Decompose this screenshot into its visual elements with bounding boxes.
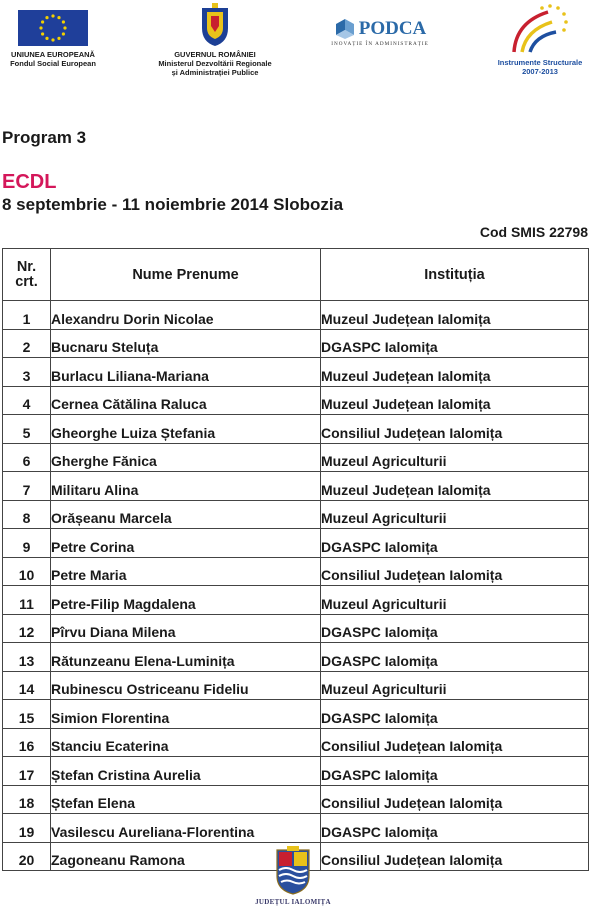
header-nr-line1: Nr. bbox=[16, 258, 37, 275]
row-name: Orășeanu Marcela bbox=[51, 500, 321, 529]
row-name: Petre Maria bbox=[51, 557, 321, 586]
row-name: Vasilescu Aureliana-Florentina bbox=[51, 814, 321, 843]
course-title: ECDL bbox=[2, 171, 57, 193]
podca-tagline: INOVAȚIE ÎN ADMINISTRAȚIE bbox=[331, 41, 429, 47]
row-name: Ștefan Elena bbox=[51, 785, 321, 814]
row-name: Stanciu Ecaterina bbox=[51, 728, 321, 757]
row-number: 5 bbox=[3, 415, 51, 444]
row-name: Alexandru Dorin Nicolae bbox=[51, 301, 321, 330]
row-institution: DGASPC Ialomița bbox=[321, 814, 589, 843]
footer-caption: JUDEȚUL IALOMIȚA bbox=[255, 898, 331, 906]
row-number: 15 bbox=[3, 700, 51, 729]
eu-caption-line1: UNIUNEA EUROPEANĂ bbox=[11, 50, 95, 59]
table-row bbox=[3, 329, 589, 358]
row-name: Petre Corina bbox=[51, 529, 321, 558]
row-number: 7 bbox=[3, 472, 51, 501]
row-name: Zagoneanu Ramona bbox=[51, 842, 321, 871]
row-number: 1 bbox=[3, 301, 51, 330]
smis-code: Cod SMIS 22798 bbox=[479, 224, 588, 240]
row-institution: Muzeul Agriculturii bbox=[321, 586, 589, 615]
table-row bbox=[3, 757, 589, 786]
row-number: 18 bbox=[3, 785, 51, 814]
header-nr bbox=[3, 249, 51, 301]
table-row bbox=[3, 586, 589, 615]
structural-instruments-logo bbox=[490, 2, 590, 76]
header-name: Nume Prenume bbox=[51, 249, 321, 301]
table-row bbox=[3, 643, 589, 672]
row-institution: Muzeul Agriculturii bbox=[321, 443, 589, 472]
participants-table bbox=[2, 248, 589, 871]
table-row bbox=[3, 814, 589, 843]
table-row bbox=[3, 728, 589, 757]
logo-header bbox=[0, 0, 590, 92]
table-header-row bbox=[3, 249, 589, 301]
structural-caption-line2: 2007-2013 bbox=[522, 67, 558, 76]
header-nr-line2: crt. bbox=[15, 273, 38, 290]
table-row bbox=[3, 415, 589, 444]
podca-name: PODCA bbox=[358, 18, 427, 39]
row-number: 4 bbox=[3, 386, 51, 415]
table-row bbox=[3, 785, 589, 814]
row-institution: DGASPC Ialomița bbox=[321, 757, 589, 786]
row-institution: Muzeul Județean Ialomița bbox=[321, 358, 589, 387]
eu-flag-icon bbox=[18, 10, 88, 46]
row-name: Rubinescu Ostriceanu Fideliu bbox=[51, 671, 321, 700]
footer bbox=[251, 846, 335, 906]
row-name: Gheorghe Luiza Ștefania bbox=[51, 415, 321, 444]
row-number: 19 bbox=[3, 814, 51, 843]
program-title: Program 3 bbox=[2, 128, 87, 147]
row-institution: DGASPC Ialomița bbox=[321, 643, 589, 672]
row-name: Ștefan Cristina Aurelia bbox=[51, 757, 321, 786]
structural-instruments-icon bbox=[508, 2, 572, 56]
course-dates: 8 septembrie - 11 noiembrie 2014 Slobozia bbox=[2, 195, 344, 214]
table-row bbox=[3, 500, 589, 529]
table-body bbox=[3, 301, 589, 871]
row-institution: Muzeul Agriculturii bbox=[321, 671, 589, 700]
row-institution: DGASPC Ialomița bbox=[321, 529, 589, 558]
table-row bbox=[3, 700, 589, 729]
row-number: 14 bbox=[3, 671, 51, 700]
table-row bbox=[3, 472, 589, 501]
row-name: Burlacu Liliana-Mariana bbox=[51, 358, 321, 387]
row-number: 8 bbox=[3, 500, 51, 529]
header-institution: Instituția bbox=[321, 249, 589, 301]
government-caption-line1: GUVERNUL ROMÂNIEI bbox=[174, 50, 256, 59]
row-name: Petre-Filip Magdalena bbox=[51, 586, 321, 615]
row-name: Simion Florentina bbox=[51, 700, 321, 729]
row-name: Bucnaru Steluța bbox=[51, 329, 321, 358]
podca-logo bbox=[328, 18, 432, 47]
row-name: Rătunzeanu Elena-Luminița bbox=[51, 643, 321, 672]
table-row bbox=[3, 557, 589, 586]
row-number: 10 bbox=[3, 557, 51, 586]
government-caption-line3: și Administrației Publice bbox=[171, 68, 259, 77]
government-caption-line2: Ministerul Dezvoltării Regionale bbox=[158, 59, 272, 68]
row-name: Cernea Cătălina Raluca bbox=[51, 386, 321, 415]
row-institution: Muzeul Județean Ialomița bbox=[321, 386, 589, 415]
table-row bbox=[3, 358, 589, 387]
eu-caption-line2: Fondul Social European bbox=[10, 59, 96, 68]
row-institution: Consiliul Județean Ialomița bbox=[321, 728, 589, 757]
table-row bbox=[3, 386, 589, 415]
row-number: 20 bbox=[3, 842, 51, 871]
table-row bbox=[3, 671, 589, 700]
row-institution: Muzeul Agriculturii bbox=[321, 500, 589, 529]
row-institution: Consiliul Județean Ialomița bbox=[321, 557, 589, 586]
row-number: 9 bbox=[3, 529, 51, 558]
government-logo bbox=[155, 2, 275, 77]
row-institution: Muzeul Județean Ialomița bbox=[321, 301, 589, 330]
row-name: Gherghe Fănica bbox=[51, 443, 321, 472]
ialomita-crest-icon bbox=[273, 846, 313, 896]
row-institution: Muzeul Județean Ialomița bbox=[321, 472, 589, 501]
table-row bbox=[3, 529, 589, 558]
structural-caption-line1: Instrumente Structurale bbox=[497, 58, 583, 67]
row-institution: Consiliul Județean Ialomița bbox=[321, 785, 589, 814]
row-institution: DGASPC Ialomița bbox=[321, 614, 589, 643]
table-row bbox=[3, 443, 589, 472]
table-row bbox=[3, 614, 589, 643]
row-number: 12 bbox=[3, 614, 51, 643]
table-row bbox=[3, 301, 589, 330]
row-number: 6 bbox=[3, 443, 51, 472]
podca-logo-icon bbox=[334, 18, 356, 40]
row-number: 16 bbox=[3, 728, 51, 757]
row-number: 3 bbox=[3, 358, 51, 387]
row-institution: DGASPC Ialomița bbox=[321, 700, 589, 729]
row-institution: Consiliul Județean Ialomița bbox=[321, 415, 589, 444]
row-name: Pîrvu Diana Milena bbox=[51, 614, 321, 643]
row-institution: Consiliul Județean Ialomița bbox=[321, 842, 589, 871]
row-institution: DGASPC Ialomița bbox=[321, 329, 589, 358]
romanian-coat-of-arms-icon bbox=[198, 2, 232, 48]
row-number: 17 bbox=[3, 757, 51, 786]
eu-logo bbox=[8, 10, 98, 68]
row-number: 13 bbox=[3, 643, 51, 672]
row-name: Militaru Alina bbox=[51, 472, 321, 501]
row-number: 11 bbox=[3, 586, 51, 615]
row-number: 2 bbox=[3, 329, 51, 358]
